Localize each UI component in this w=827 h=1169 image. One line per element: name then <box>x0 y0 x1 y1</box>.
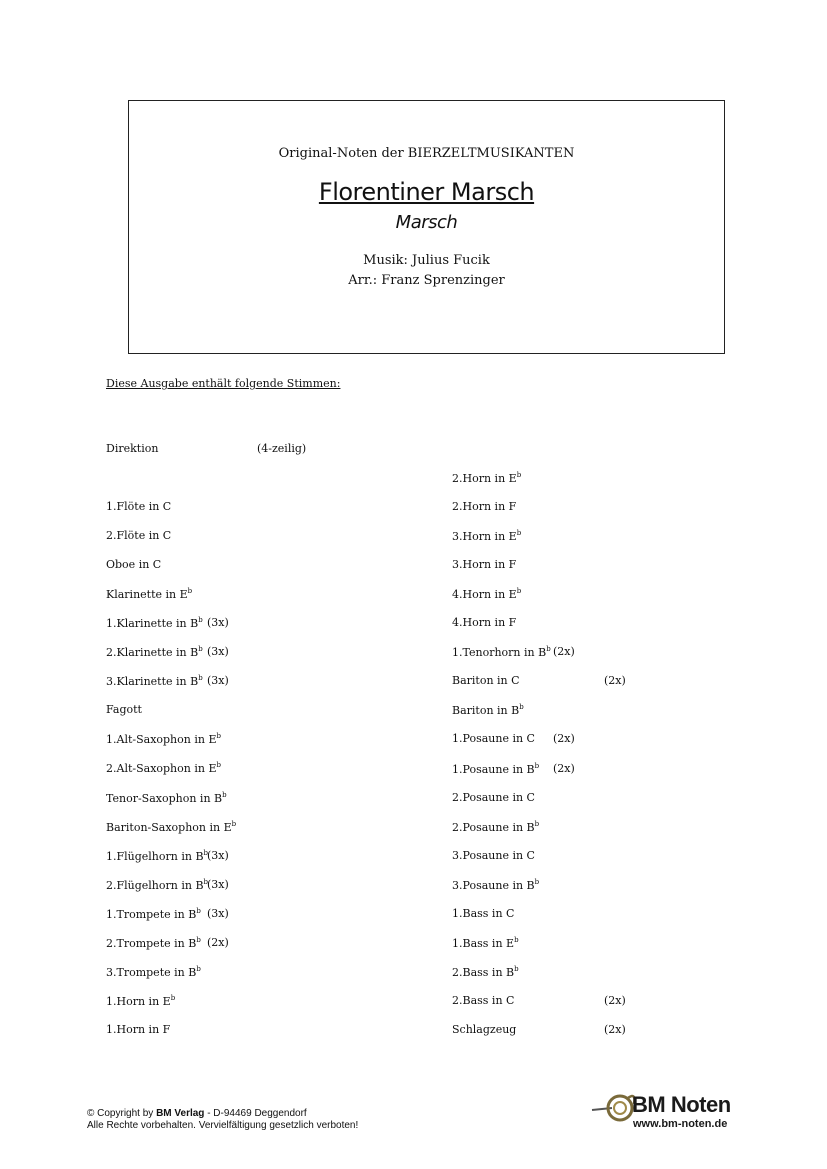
part-name: 2.Bass in B <box>452 965 515 979</box>
flat-marker: b <box>516 529 522 538</box>
part-item <box>452 820 539 834</box>
part-item <box>452 529 521 543</box>
part-item <box>106 616 203 630</box>
flat-marker: b <box>534 819 540 828</box>
flat-marker: b <box>198 674 203 683</box>
part-item <box>106 820 236 834</box>
part-item <box>452 994 514 1007</box>
parts-heading: Diese Ausgabe enthält folgende Stimmen: <box>106 377 341 390</box>
part-name: Bariton-Saxophon in E <box>106 820 232 834</box>
part-name: Tenor-Saxophon in B <box>106 791 223 805</box>
part-name: 3.Posaune in B <box>452 878 535 892</box>
part-name: Klarinette in E <box>106 588 188 602</box>
part-count: (2x) <box>553 732 575 746</box>
copyright-prefix: © Copyright by <box>87 1108 157 1119</box>
part-count: (3x) <box>207 674 229 688</box>
piece-title: Florentiner Marsch <box>318 178 535 206</box>
flat-marker: b <box>203 848 209 857</box>
part-item <box>106 529 171 542</box>
flat-marker: b <box>534 877 540 886</box>
part-item <box>106 587 192 601</box>
part-name: 1.Horn in F <box>106 1022 171 1036</box>
part-name: 2.Trompete in B <box>106 936 197 950</box>
part-count: (3x) <box>207 848 229 862</box>
part-item <box>106 965 201 979</box>
part-item <box>106 703 142 716</box>
part-item <box>452 616 516 629</box>
part-name: 1.Flügelhorn in B <box>106 849 204 863</box>
part-name: Oboe in C <box>106 558 162 572</box>
part-item <box>452 907 514 920</box>
flat-marker: b <box>198 616 203 625</box>
part-name: 1.Horn in E <box>106 994 171 1008</box>
part-item <box>452 674 520 687</box>
publisher-name: BM Verlag <box>156 1108 205 1119</box>
part-name: 3.Trompete in B <box>106 965 197 979</box>
flat-marker: b <box>196 964 201 973</box>
title-box <box>128 100 725 354</box>
part-name: 3.Klarinette in B <box>106 675 199 689</box>
part-name: 3.Horn in E <box>452 530 517 544</box>
part-item <box>452 645 551 659</box>
part-name: 2.Horn in E <box>452 472 517 485</box>
flat-marker: b <box>514 964 519 973</box>
part-item <box>106 674 203 688</box>
part-name: 2.Alt-Saxophon in E <box>106 762 217 776</box>
part-item <box>106 936 201 950</box>
part-name: Schlagzeug <box>452 1022 517 1036</box>
part-item <box>452 878 539 892</box>
part-item <box>106 500 171 513</box>
part-count: (3x) <box>207 877 229 891</box>
part-name: 1.Bass in E <box>452 936 515 950</box>
part-item <box>106 732 221 746</box>
part-name: Fagott <box>106 703 142 717</box>
part-item <box>106 558 161 571</box>
flat-marker: b <box>516 471 522 479</box>
part-name: 3.Posaune in C <box>452 848 535 862</box>
part-count: (4-zeilig) <box>257 442 307 455</box>
part-count: (3x) <box>207 645 229 659</box>
part-item <box>106 761 221 775</box>
composer-line: Musik: Julius Fucik <box>363 253 490 268</box>
part-name: 2.Horn in F <box>452 500 517 514</box>
flat-marker: b <box>231 819 237 828</box>
part-item <box>452 965 519 979</box>
part-count: (2x) <box>604 1022 626 1036</box>
flat-marker: b <box>187 587 193 596</box>
part-item <box>452 587 521 601</box>
flat-marker: b <box>516 587 522 596</box>
part-item <box>106 878 208 892</box>
part-item <box>106 791 227 805</box>
publisher-address: - D-94469 Deggendorf <box>204 1108 307 1119</box>
part-item <box>452 849 535 862</box>
flat-marker: b <box>216 761 221 770</box>
part-item <box>106 849 208 863</box>
flat-marker: b <box>170 993 176 1002</box>
part-name: Direktion <box>106 442 159 455</box>
part-name: 1.Posaune in C <box>452 732 535 746</box>
part-name: 1.Tenorhorn in B <box>452 646 547 660</box>
publisher-line: Original-Noten der BIERZELTMUSIKANTEN <box>278 146 575 161</box>
part-name: 2.Posaune in B <box>452 820 535 834</box>
flat-marker: b <box>222 790 227 799</box>
part-item <box>452 471 521 485</box>
part-name: 1.Flöte in C <box>106 500 172 513</box>
part-item <box>452 500 516 513</box>
part-count: (2x) <box>553 761 575 775</box>
part-name: 2.Flöte in C <box>106 529 172 543</box>
logo-url: www.bm-noten.de <box>633 1118 728 1130</box>
horn-icon <box>590 1088 638 1128</box>
part-item <box>452 1023 516 1036</box>
flat-marker: b <box>198 645 203 654</box>
part-count: (2x) <box>553 645 575 659</box>
part-item <box>106 994 175 1008</box>
part-name: 2.Posaune in C <box>452 790 535 804</box>
arranger-line: Arr.: Franz Sprenzinger <box>348 273 505 288</box>
part-item <box>452 732 535 745</box>
part-name: Bariton in C <box>452 674 520 688</box>
genre-label: Marsch <box>395 212 458 233</box>
part-count: (2x) <box>207 935 229 949</box>
part-count: (3x) <box>207 616 229 630</box>
part-name: 4.Horn in F <box>452 616 517 630</box>
part-item <box>106 907 201 921</box>
part-name: Bariton in B <box>452 704 520 718</box>
part-count: (2x) <box>604 674 626 688</box>
part-item <box>452 703 524 717</box>
copyright-footer <box>87 1108 358 1132</box>
part-name: 2.Flügelhorn in B <box>106 878 204 892</box>
part-item <box>452 558 516 571</box>
flat-marker: b <box>196 935 201 944</box>
part-item <box>106 1023 170 1036</box>
part-name: 1.Klarinette in B <box>106 617 199 631</box>
part-item <box>452 791 535 804</box>
flat-marker: b <box>196 906 201 915</box>
part-name: 4.Horn in E <box>452 588 517 602</box>
part-count: (3x) <box>207 906 229 920</box>
part-count: (2x) <box>604 993 626 1007</box>
part-name: 2.Klarinette in B <box>106 646 199 660</box>
part-item <box>452 762 539 776</box>
logo-brand: BM Noten <box>632 1092 731 1117</box>
part-name: 3.Horn in F <box>452 558 517 572</box>
flat-marker: b <box>546 645 551 654</box>
rights-notice: Alle Rechte vorbehalten. Vervielfältigung gesetzlich verboten! <box>87 1120 359 1131</box>
flat-marker: b <box>514 935 519 944</box>
part-item <box>106 442 158 455</box>
part-item <box>452 936 519 950</box>
part-name: 1.Alt-Saxophon in E <box>106 733 217 747</box>
flat-marker: b <box>203 877 209 886</box>
part-name: 1.Trompete in B <box>106 907 197 921</box>
part-name: 1.Bass in C <box>452 906 515 920</box>
flat-marker: b <box>216 732 221 741</box>
bm-noten-logo <box>590 1086 740 1134</box>
part-name: 1.Posaune in B <box>452 762 535 776</box>
flat-marker: b <box>519 703 524 712</box>
part-item <box>106 645 203 659</box>
part-name: 2.Bass in C <box>452 993 515 1007</box>
flat-marker: b <box>534 761 540 770</box>
